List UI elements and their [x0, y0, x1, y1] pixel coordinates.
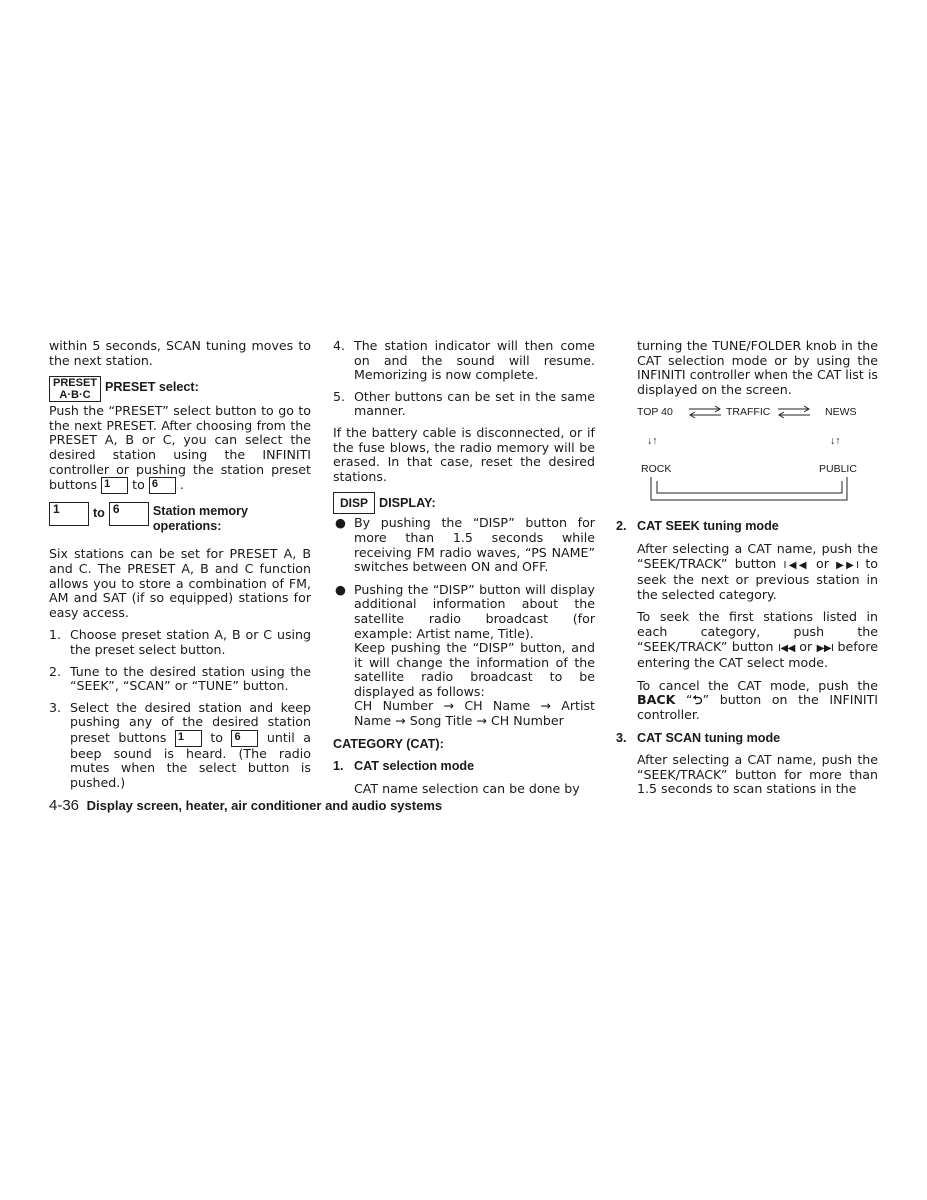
previous-track-icon: I◀◀ [783, 559, 809, 571]
step-number: 1. [49, 627, 62, 643]
steps-list-1 [49, 628, 311, 790]
preset-button-1: 1 [175, 730, 202, 747]
list-item [333, 390, 595, 419]
preset-key-label: PRESET [53, 377, 98, 390]
cat-selection-label: CAT selection mode [354, 759, 475, 774]
step-number: 3. [616, 730, 627, 745]
display-sequence: CH Number → CH Name → Artist Name → Song Title → CH Number [354, 698, 595, 729]
disp-key: DISP [333, 492, 375, 514]
text-span: before entering the CAT select mode. [637, 638, 878, 671]
bullet-text: Pushing the “DISP” button will display additional information about the satellite radio broadcast (for example: Artist name, Title). [354, 581, 595, 641]
memory-text: Six stations can be set for PRESET A, B and C. The PRESET A, B and C function allows you to store a combination of FM, AM and SAT (if so equipped) stations for easy access. [49, 546, 311, 620]
step-text: Tune to the desired station using the “SEEK”, “SCAN” or “TUNE” button. [70, 663, 311, 694]
step-number: 4. [333, 338, 346, 353]
intro-text: within 5 seconds, SCAN tuning moves to the next station. [49, 338, 311, 368]
category-diagram [637, 405, 877, 509]
abc-key-label: A·B·C [59, 389, 91, 402]
to-word: to [210, 729, 223, 745]
cancel-text: To cancel the CAT mode, push the BACK “⮌” button on the INFINITI controller. [637, 677, 879, 722]
cat-seek-first-text [616, 610, 878, 670]
list-item [49, 701, 311, 791]
list-item [333, 516, 595, 574]
step-number: 3. [49, 699, 62, 715]
cat-seek-text [616, 542, 878, 602]
cat-seek-heading [616, 519, 878, 534]
back-label: BACK [637, 692, 676, 708]
cat-news: NEWS [825, 406, 857, 419]
display-bullets [333, 516, 595, 728]
to-word-heading: to [92, 506, 105, 521]
to-word: to [132, 477, 145, 493]
station-memory-heading [49, 502, 311, 533]
step-number: 5. [333, 388, 346, 404]
step-number: 2. [616, 519, 627, 534]
bullet-text-more: Keep pushing the “DISP” button, and it will change the information of the satellite radio broadcast to be displayed as follows: [354, 640, 595, 699]
battery-text: If the battery cable is disconnected, or if the fuse blows, the radio memory will be erased. In that case, reset the desired stations. [333, 424, 595, 484]
period: . [179, 477, 184, 493]
display-heading [333, 492, 595, 514]
bullet-text: By pushing the “DISP” button for more than 1.5 seconds while receiving FM radio waves, “PS NAME” switches between ON and OFF. [354, 515, 595, 575]
text-span: button on the INFINITI controller. [637, 692, 879, 722]
cat-selection-cont: turning the TUNE/FOLDER knob in the CAT selection mode or by using the INFINITI controller when the CAT list is displayed on the screen. [637, 338, 878, 397]
step-text: The station indicator will then come on and the sound will resume. Memorizing is now complete. [354, 338, 595, 383]
updown-arrows-icon: ↓↑ [830, 435, 841, 448]
list-item [333, 583, 595, 729]
arrows-icon [776, 405, 812, 419]
list-item [49, 665, 311, 694]
cat-scan-text: After selecting a CAT name, push the “SEEK/TRACK” button for more than 1.5 seconds to scan stations in the [637, 752, 878, 797]
text-span: To cancel the CAT mode, push the [637, 677, 878, 693]
next-track-icon: ▶▶I [836, 559, 859, 571]
column-2 [333, 339, 595, 804]
bullet-dot: ● [335, 515, 346, 531]
column-3 [616, 339, 878, 805]
or-word: or [815, 555, 829, 571]
cat-rock: ROCK [641, 463, 672, 476]
memory-button-1: 1 [49, 502, 89, 526]
cat-scan-label: CAT SCAN tuning mode [637, 730, 781, 745]
step-text: Choose preset station A, B or C using the preset select button. [70, 627, 311, 657]
cat-traffic: TRAFFIC [726, 406, 771, 419]
text-span: To seek the first stations listed in each category, push the “SEEK/TRACK” button [637, 609, 878, 654]
preset-button-6: 6 [149, 477, 176, 494]
preset-heading: PRESET select: [105, 380, 199, 395]
list-item [49, 628, 311, 657]
step-text: Other buttons can be set in the same manner. [354, 388, 595, 419]
cat-seek-label: CAT SEEK tuning mode [637, 519, 779, 534]
cat-scan-heading [616, 731, 878, 746]
preset-text-body: Push the “PRESET” select button to go to the next PRESET. After choosing from the PRESET A, B or C, you can select the desired station using the INFINITI controller or pushing the station preset buttons [49, 403, 311, 493]
arrows-icon [687, 405, 723, 419]
text-span: to seek the next or previous station in the selected category. [637, 555, 878, 602]
preset-button-6: 6 [231, 730, 258, 747]
preset-select-heading [49, 376, 311, 402]
steps-list-2 [333, 339, 595, 419]
cat-public: PUBLIC [819, 463, 857, 476]
list-item [333, 339, 595, 383]
cat-top40: TOP 40 [637, 406, 673, 419]
memory-button-6: 6 [109, 502, 149, 526]
step-text: until a beep sound is heard. (The radio mutes when the select button is pushed.) [70, 729, 311, 791]
back-icon: ⮌ [692, 692, 703, 708]
loop-line-icon [649, 477, 849, 503]
step-number: 2. [49, 663, 62, 679]
page-number: 4-36 [49, 797, 80, 814]
text-span: After selecting a CAT name, push the “SEEK/TRACK” button [637, 540, 878, 571]
column-1 [49, 339, 311, 798]
next-track-icon: ▶▶I [816, 642, 833, 654]
cat-selection-heading [333, 759, 595, 774]
bullet-dot: ● [335, 581, 346, 597]
preset-button-1: 1 [101, 477, 128, 494]
display-heading-label: DISPLAY: [379, 496, 436, 511]
section-title: Display screen, heater, air conditioner and audio systems [86, 798, 443, 813]
step-text: Select the desired station and keep pushing any of the desired station preset buttons [70, 699, 311, 745]
updown-arrows-icon: ↓↑ [647, 435, 658, 448]
previous-track-icon: I◀◀ [777, 642, 795, 654]
preset-text [49, 404, 311, 494]
category-heading: CATEGORY (CAT): [333, 736, 444, 751]
preset-abc-key [49, 376, 101, 402]
memory-heading: Station memory operations: [152, 504, 249, 533]
page-footer [49, 797, 442, 814]
cat-selection-text: CAT name selection can be done by [354, 780, 580, 796]
step-number: 1. [333, 759, 344, 774]
or-word: or [799, 638, 813, 654]
